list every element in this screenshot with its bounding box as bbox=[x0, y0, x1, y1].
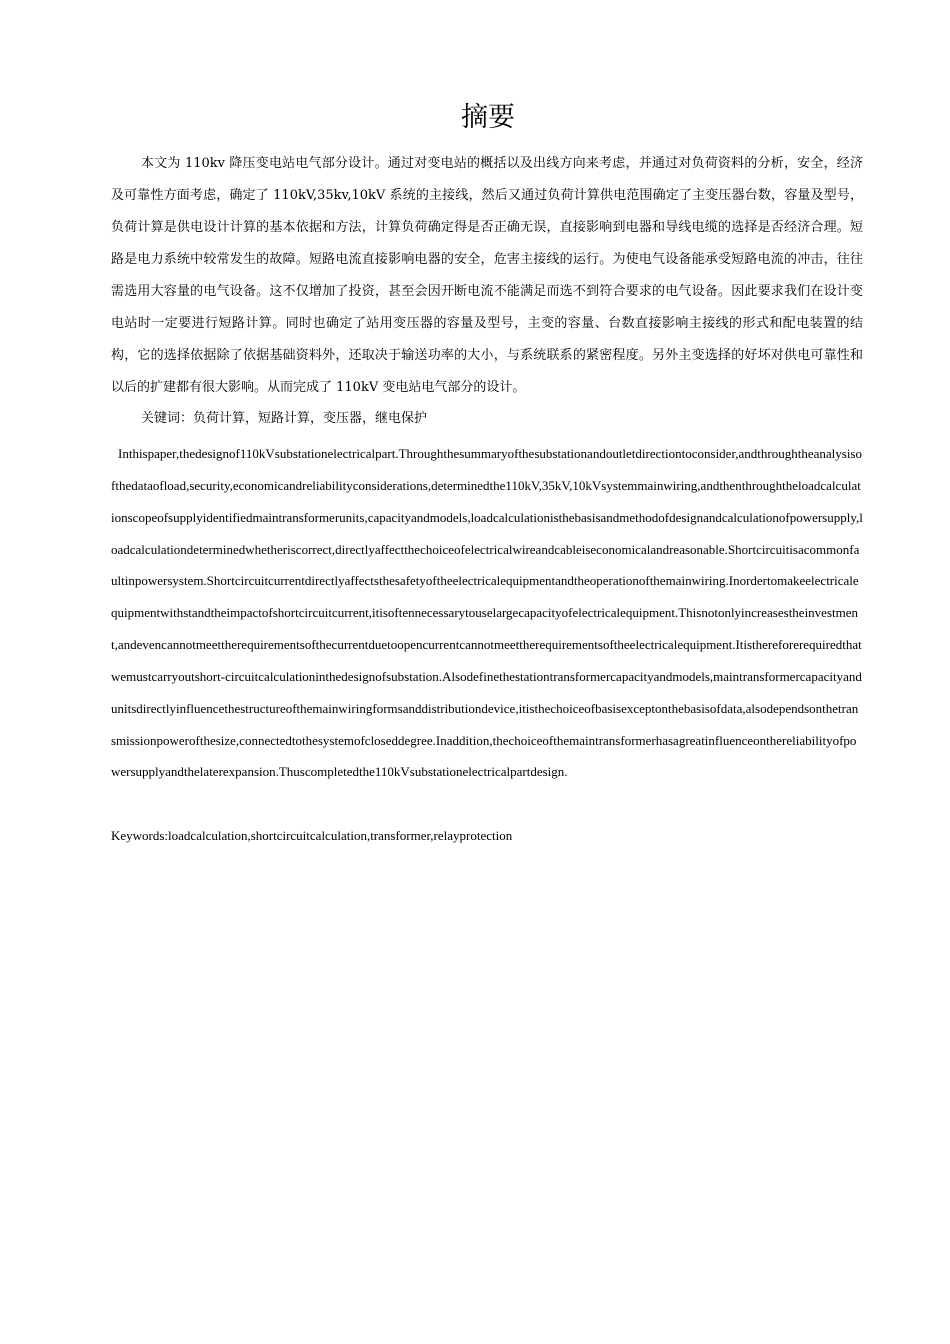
keywords-english: Keywords:loadcalculation,shortcircuitcalculation,transformer,relayprotection bbox=[111, 828, 513, 843]
page-title: 摘要 bbox=[461, 102, 515, 133]
abstract-english: Inthispaper,thedesignof110kVsubstationelectricalpart.Throughthesummaryofthesubstationandoutletdirectiontoconsider,andthroughtheanalysisofthedataofload,security,economicandreliabilityconsiderations,determinedthe110kV,35kV,10kVsystemmainwiring,andthenthroughtheloadcalculationscopeofsupplyidentifiedmaintransformerunits,capacityandmodels,loadcalculationisthebasisandmethodofdesignandcalculationofpowersupply,loadcalculationdeterminedwhetheriscorrect,directlyaffectthechoiceofelectricalwireandcableiseconomicalandreasonable.Shortcircuitisacommonfaultinpowersystem.Shortcircuitcurrentdirectlyaffectsthesafetyoftheelectricalequipmentandtheoperationofthemainwiring.Inordertomakeelectricalequipmentwithstandtheimpactofshortcircuitcurrent,itisoftennecessarytouselargecapacityofelectricalequipment.Thisnotonlyincreasestheinvestment,andevencannotmeettherequirementsofthecurrentduetoopencurrentcannotmeettherequirementsoftheelectricalequipment.Itisthereforerequiredthatwemustcarryoutshort-circuitcalculationinthedesignofsubstation.Alsodefinethestationtransformercapacityandmodels,maintransformercapacityandunitsdirectlyinfluencethestructureofthemainwiringformsanddistributiondevice,itisthechoiceofbasisexceptonthebasisofdata,alsodependsonthetransmissionpowerofthesize,connectedtothesystemofcloseddegree.Inaddition,thechoiceofthemaintransformerhasagreatinfluenceonthereliabilityofpowersupplyandthelaterexpansion.Thuscompletedthe110kVsubstationelectricalpartdesign. bbox=[111, 446, 863, 780]
abstract-chinese: 本文为 110kv 降压变电站电气部分设计。通过对变电站的概括以及出线方向来考虑，并通过对负荷资料的分析，安全，经济及可靠性方面考虑，确定了 110kV,35kv,10kV 系统的主接线，然后又通过负荷计算供电范围确定了主变压器台数，容量及型号，负荷计算是供电设计计算的基本依据和方法，计算负荷确定得是否正确无误，直接影响到电器和导线电缆的选择是否经济合理。短路是电力系统中较常发生的故障。短路电流直接影响电器的安全，危害主接线的运行。为使电气设备能承受短路电流的冲击，往往需选用大容量的电气设备。这不仅增加了投资，甚至会因开断电流不能满足而选不到符合要求的电气设备。因此要求我们在设计变电站时一定要进行短路计算。同时也确定了站用变压器的容量及型号，主变的容量、台数直接影响主接线的形式和配电装置的结构，它的选择依据除了依据基础资料外，还取决于输送功率的大小，与系统联系的紧密程度。另外主变选择的好坏对供电可靠性和以后的扩建都有很大影响。从而完成了 110kV 变电站电气部分的设计。 bbox=[111, 156, 863, 395]
keywords-chinese: 关键词：负荷计算，短路计算，变压器，继电保护 bbox=[141, 411, 428, 426]
